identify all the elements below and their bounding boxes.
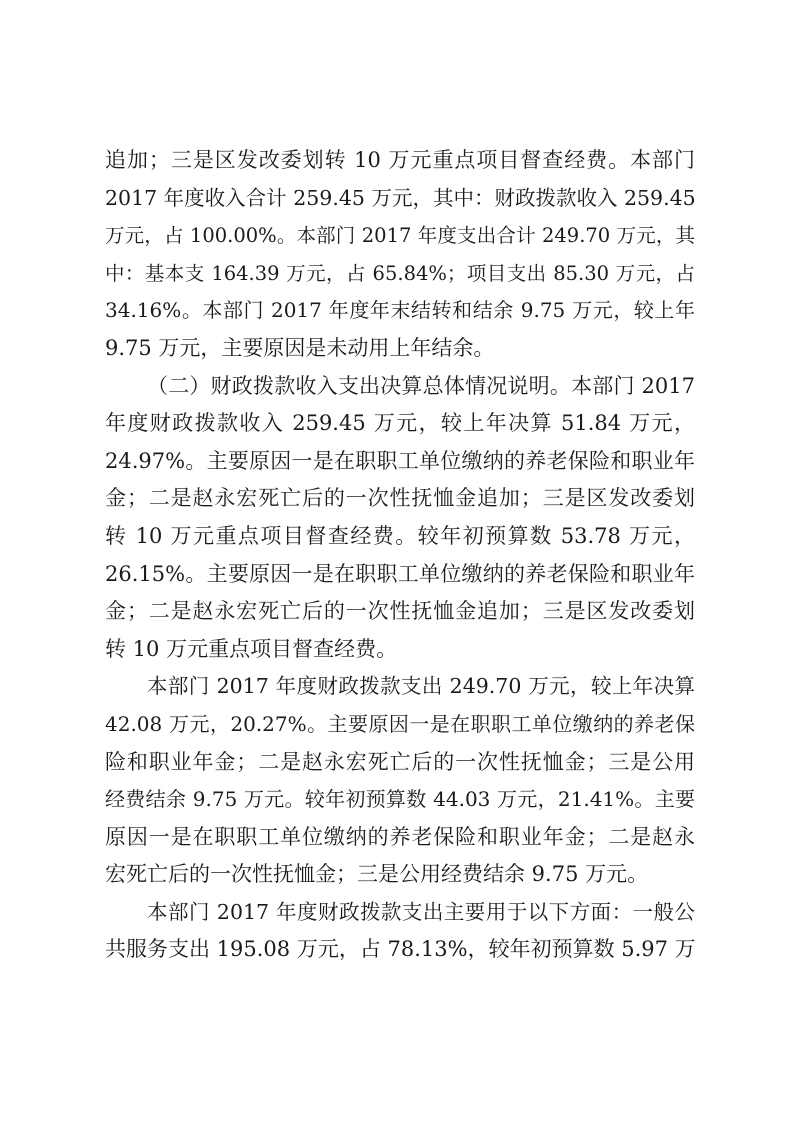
text-line: 转 10 万元重点项目督查经费。较年初预算数 53.78 万元， (105, 523, 695, 548)
text-line: 42.08 万元，20.27%。主要原因一是在职职工单位缴纳的养老保 (105, 711, 695, 736)
text-line: 险和职业年金；二是赵永宏死亡后的一次性抚恤金；三是公用 (105, 749, 695, 774)
paragraph-income-expense-summary (105, 142, 695, 368)
text-line: 本部门 2017 年度财政拨款支出主要用于以下方面：一般公 (147, 899, 695, 924)
paragraph-fiscal-expenditure (105, 668, 695, 894)
text-line: 共服务支出 195.08 万元，占 78.13%，较年初预算数 5.97 万 (105, 937, 696, 962)
paragraph-expenditure-usage (105, 894, 695, 969)
text-line: 宏死亡后的一次性抚恤金；三是公用经费结余 9.75 万元。 (105, 862, 649, 887)
text-line: 中：基本支 164.39 万元，占 65.84%；项目支出 85.30 万元，占 (105, 261, 695, 285)
text-line: 34.16%。本部门 2017 年度年末结转和结余 9.75 万元，较上年 (105, 298, 695, 323)
text-line: 金；二是赵永宏死亡后的一次性抚恤金追加；三是区发改委划 (105, 599, 695, 624)
text-line: 原因一是在职职工单位缴纳的养老保险和职业年金；二是赵永 (105, 824, 695, 849)
text-line: 金；二是赵永宏死亡后的一次性抚恤金追加；三是区发改委划 (105, 486, 695, 511)
text-line-with-heading (105, 368, 695, 406)
text-line: 2017 年度收入合计 259.45 万元，其中：财政拨款收入 259.45 (105, 185, 696, 210)
text-line: 追加；三是区发改委划转 10 万元重点项目督查经费。本部门 (105, 148, 695, 172)
text-line: 转 10 万元重点项目督查经费。 (105, 636, 398, 661)
section-heading: （二）财政拨款收入支出决算总体情况说明。 (147, 373, 572, 398)
text-line: 26.15%。主要原因一是在职职工单位缴纳的养老保险和职业年 (105, 561, 695, 586)
text-line: 经费结余 9.75 万元。较年初预算数 44.03 万元，21.41%。主要 (105, 787, 695, 812)
text-line: 年度财政拨款收入 259.45 万元，较上年决算 51.84 万元， (105, 411, 695, 436)
text-line: 24.97%。主要原因一是在职职工单位缴纳的养老保险和职业年 (105, 448, 695, 473)
text-line: 9.75 万元，主要原因是未动用上年结余。 (105, 335, 495, 360)
paragraph-fiscal-appropriation-overview (105, 368, 695, 669)
heading-line-rest: 本部门 2017 (571, 373, 695, 398)
text-line: 本部门 2017 年度财政拨款支出 249.70 万元，较上年决算 (147, 674, 695, 699)
text-line: 万元，占 100.00%。本部门 2017 年度支出合计 249.70 万元，其 (105, 224, 695, 248)
document-body (105, 142, 695, 969)
